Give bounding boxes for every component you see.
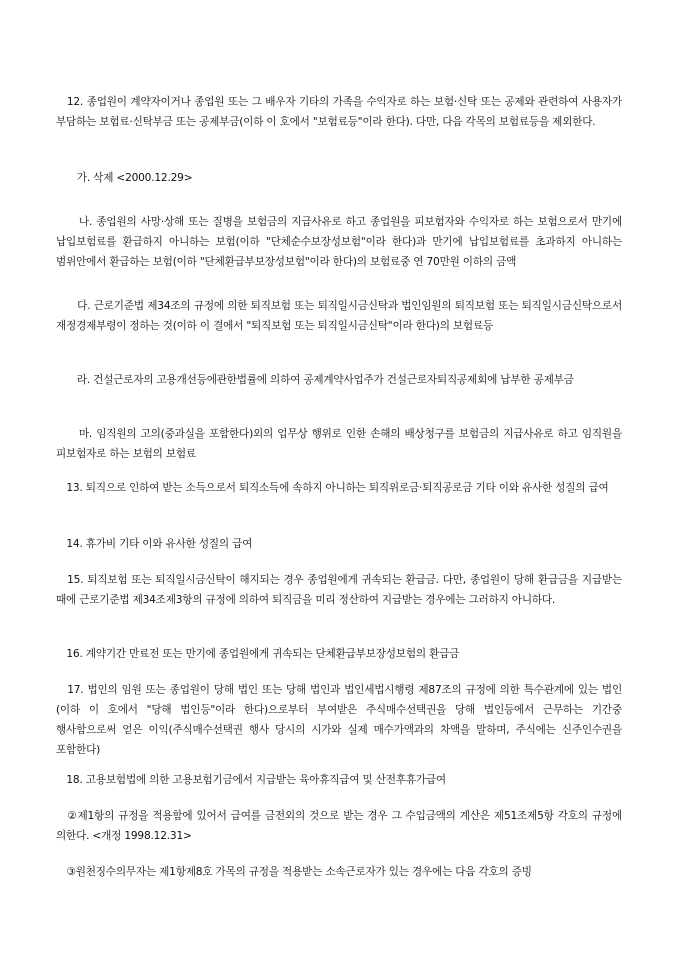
item-17-paragraph: 17. 법인의 임원 또는 종업원이 당해 법인 또는 당해 법인과 법인세법시행령 제87조의 규정에 의한 특수관계에 있는 법인(이하 이 호에서 "당해 법인등"이라 한다)으로부터 부여받은 주식매수선택권을 당해 법인등에서 근무하는 기간중 행사함으로써 얻은 이익(주식매수선택권 행사 당시의 시가와 실제 매수가액과의 차액을 말하며, 주식에는 신주인수권을 포함한다) — [56, 684, 622, 756]
item-13-paragraph: 13. 퇴직으로 인하여 받는 소득으로서 퇴직소득에 속하지 아니하는 퇴직위로금·퇴직공로금 기타 이와 유사한 성질의 급여 — [56, 482, 609, 494]
item-15-paragraph: 15. 퇴직보험 또는 퇴직일시금신탁이 해지되는 경우 종업원에게 귀속되는 환급금. 다만, 종업원이 당해 환급금을 지급받는 때에 근로기준법 제34조제3항의 규정에 의하여 퇴직금을 미리 정산하여 지급받는 경우에는 그러하지 아니하다. — [56, 574, 622, 606]
clause-3-paragraph: ③원천징수의무자는 제1항제8호 가목의 규정을 적용받는 소속근로자가 있는 경우에는 다음 각호의 증빙 — [56, 866, 532, 878]
item-12-na-paragraph: 나. 종업원의 사망·상해 또는 질병을 보험금의 지급사유로 하고 종업원을 피보험자와 수익자로 하는 보험으로서 만기에 납입보험료를 환급하지 아니하는 보험(이하 "단체순수보장성보험"이라 한다)과 만기에 납입보험료를 초과하지 아니하는 범위안에서 환급하는 보험(이하 "단체환급부보장성보험"이라 한다)의 보험료중 연 70만원 이하의 금액 — [56, 216, 622, 268]
item-16-paragraph: 16. 계약기간 만료전 또는 만기에 종업원에게 귀속되는 단체환급부보장성보험의 환급금 — [56, 648, 460, 660]
item-12-da-paragraph: 다. 근로기준법 제34조의 규정에 의한 퇴직보험 또는 퇴직일시금신탁과 법인임원의 퇴직보험 또는 퇴직일시금신탁으로서 재정경제부령이 정하는 것(이하 이 결에서 "퇴직보험 또는 퇴직일시금신탁"이라 한다)의 보험료등 — [56, 300, 622, 332]
item-12-ga-paragraph: 가. 삭제 <2000.12.29> — [56, 172, 193, 184]
item-12-ma-paragraph: 마. 임직원의 고의(중과실을 포함한다)외의 업무상 행위로 인한 손해의 배상청구를 보험금의 지급사유로 하고 임직원을 피보험자로 하는 보험의 보험료 — [56, 428, 622, 460]
clause-2-paragraph: ②제1항의 규정을 적용함에 있어서 급여를 금전외의 것으로 받는 경우 그 수입금액의 계산은 제51조제5항 각호의 규정에 의한다. <개정 1998.12.31> — [56, 810, 622, 842]
item-14-paragraph: 14. 휴가비 기타 이와 유사한 성질의 급여 — [56, 538, 253, 550]
item-18-paragraph: 18. 고용보험법에 의한 고용보험기금에서 지급받는 육아휴직급여 및 산전후휴가급여 — [56, 774, 446, 786]
item-12-ra-paragraph: 라. 건설근로자의 고용개선등에관한법률에 의하여 공제계약사업주가 건설근로자퇴직공제회에 납부한 공제부금 — [56, 374, 574, 386]
item-12-paragraph: 12. 종업원이 계약자이거나 종업원 또는 그 배우자 기타의 가족을 수익자로 하는 보험·신탁 또는 공제와 관련하여 사용자가 부담하는 보험료·신탁부금 또는 공제부금(이하 이 호에서 "보험료등"이라 한다). 다만, 다음 각목의 보험료등을 제외한다. — [56, 96, 622, 128]
